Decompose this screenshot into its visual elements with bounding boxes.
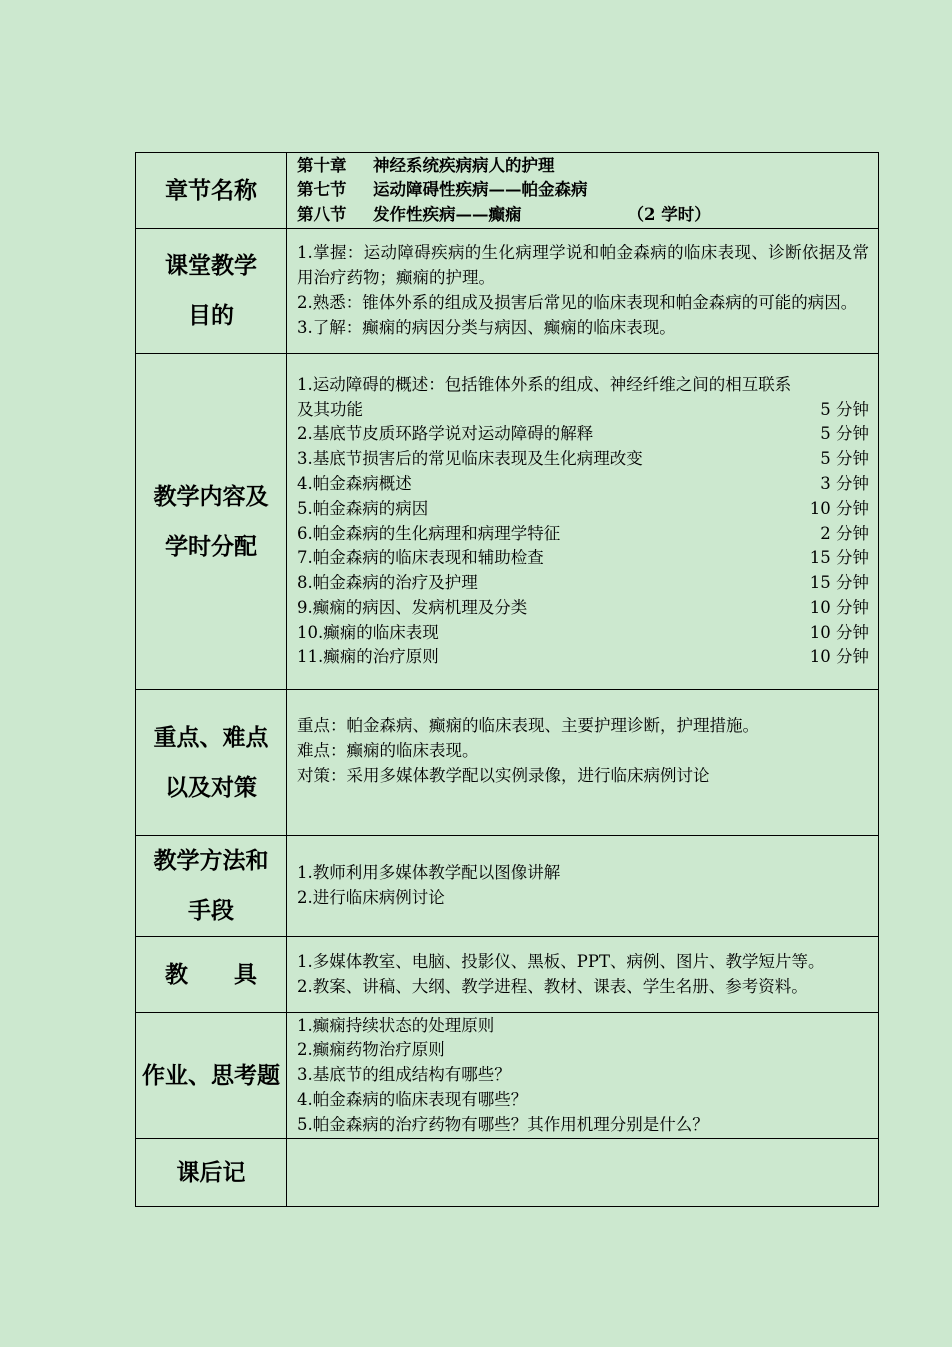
key-points-cell [287,690,879,836]
chapter-header: 章节名称 [136,153,287,229]
list-item: 4.帕金森病概述 3 分钟 [297,473,869,493]
content-header: 教学内容及 学时分配 [136,354,287,690]
methods-cell [287,836,879,937]
key-points-header: 重点、难点 以及对策 [136,690,287,836]
section-line: 第八节 发作性疾病——癫痫 （2 学时） [297,203,868,228]
list-item: 10.癫痫的临床表现 10 分钟 [297,622,869,642]
list-item: 3.基底节损害后的常见临床表现及生化病理改变 5 分钟 [297,449,869,469]
content-row [136,354,879,690]
list-item: 4.帕金森病的临床表现有哪些？ [297,1089,528,1109]
list-item: 2.癫痫药物治疗原则 [297,1040,445,1060]
list-item: 5.帕金森病的治疗药物有哪些？其作用机理分别是什么？ [297,1114,709,1134]
chapter-row [136,153,879,229]
list-item: 重点：帕金森病、癫痫的临床表现、主要护理诊断，护理措施。 [297,716,759,735]
list-item: 1.教师利用多媒体教学配以图像讲解 [297,863,561,883]
list-item: 1.运动障碍的概述：包括锥体外系的组成、神经纤维之间的相互联系 [297,374,792,394]
list-item: 3.了解：癫痫的病因分类与病因、癫痫的临床表现。 [297,317,676,337]
chapter-cell [287,153,879,229]
list-item: 11.癫痫的治疗原则 10 分钟 [297,647,869,667]
homework-cell [287,1013,879,1139]
list-item: 2.教案、讲稿、大纲、教学进程、教材、课表、学生名册、参考资料。 [297,976,808,996]
list-item: 1.癫痫持续状态的处理原则 [297,1015,495,1035]
list-item: 5.帕金森病的病因 10 分钟 [297,498,869,518]
list-item: 难点：癫痫的临床表现。 [297,740,479,760]
class-hours: （2 学时） [627,204,711,224]
list-item: 1.多媒体教室、电脑、投影仪、黑板、PPT、病例、图片、教学短片等。 [297,951,825,971]
tools-row [136,937,879,1013]
list-item: 8.帕金森病的治疗及护理 15 分钟 [297,573,869,593]
objectives-row [136,229,879,354]
chapter-line: 第十章 神经系统疾病病人的护理 [297,155,555,175]
key-points-row [136,690,879,836]
list-item: 及其功能 5 分钟 [297,399,869,419]
list-item: 6.帕金森病的生化病理和病理学特征 2 分钟 [297,523,869,543]
notes-cell [287,1139,879,1207]
list-item: 2.熟悉：锥体外系的组成及损害后常见的临床表现和帕金森病的可能的病因。 [297,293,858,312]
section-line: 第七节 运动障碍性疾病——帕金森病 [297,180,588,200]
homework-header: 作业、思考题 [136,1013,287,1139]
tools-header: 教 具 [136,937,287,1013]
homework-row [136,1013,879,1139]
notes-row [136,1139,879,1207]
lesson-plan-table [135,152,879,1207]
methods-row [136,836,879,937]
tools-cell [287,937,879,1013]
objectives-header: 课堂教学 目的 [136,229,287,354]
list-item: 对策：采用多媒体教学配以实例录像，进行临床病例讨论 [297,765,710,785]
methods-header: 教学方法和 手段 [136,836,287,937]
list-item: 2.进行临床病例讨论 [297,888,445,907]
list-item: 1.掌握：运动障碍疾病的生化病理学说和帕金森病的临床表现、诊断依据及常用治疗药物；癫痫的护理。 [297,243,869,288]
list-item: 7.帕金森病的临床表现和辅助检查 15 分钟 [297,548,869,568]
notes-header: 课后记 [136,1139,287,1207]
objectives-cell [287,229,879,354]
list-item: 9.癫痫的病因、发病机理及分类 10 分钟 [297,597,869,617]
list-item: 3.基底节的组成结构有哪些？ [297,1065,511,1085]
content-cell [287,354,879,690]
list-item: 2.基底节皮质环路学说对运动障碍的解释 5 分钟 [297,424,869,444]
